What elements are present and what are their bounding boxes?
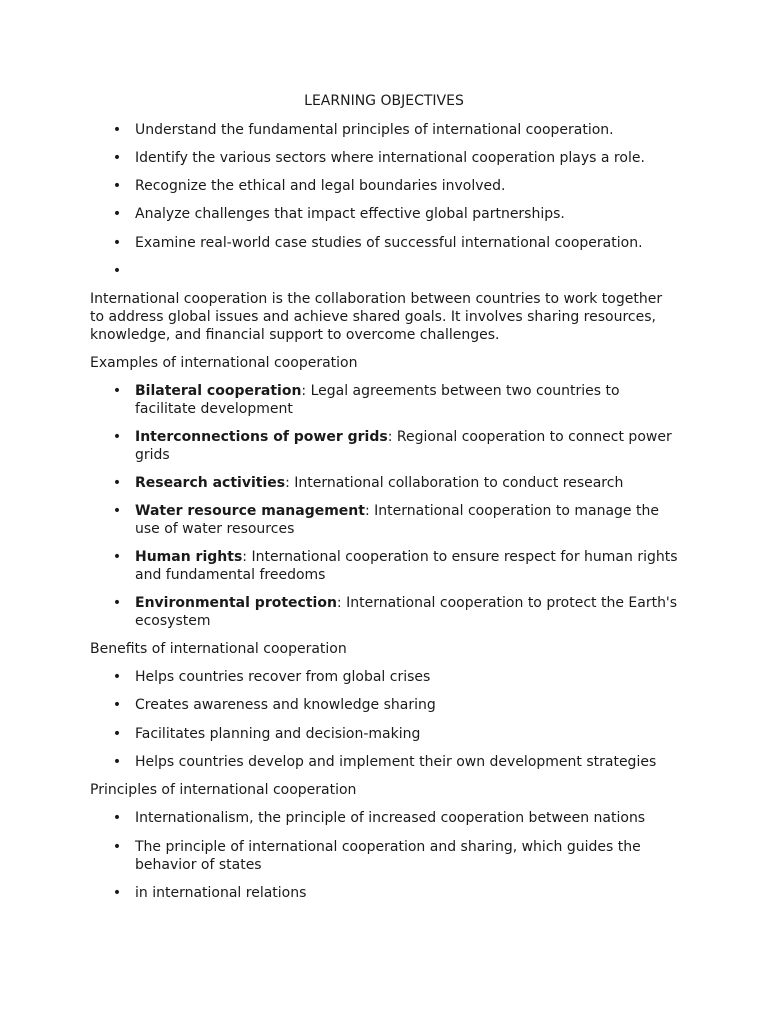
objective-text: Understand the fundamental principles of international cooperation. [135, 122, 614, 138]
example-text [135, 382, 680, 418]
bullet-icon: • [112, 178, 122, 194]
bullet-icon: • [112, 122, 122, 138]
bullet-icon: • [112, 263, 122, 279]
example-desc: : Regional cooperation to connect power grids [135, 429, 672, 463]
example-text [135, 502, 680, 538]
bullet-icon: • [112, 839, 122, 855]
principle-text: in international relations [135, 885, 307, 901]
example-desc: : International cooperation to protect the Earth's ecosystem [135, 595, 678, 629]
bullet-icon: • [112, 150, 122, 166]
benefits-heading: Benefits of international cooperation [90, 641, 347, 657]
principle-text: The principle of international cooperation and sharing, which guides the behavior of states [135, 839, 641, 873]
bullet-icon: • [112, 595, 122, 611]
objective-text: Recognize the ethical and legal boundaries involved. [135, 178, 506, 194]
example-desc: : International cooperation to ensure respect for human rights and fundamental freedoms [135, 549, 678, 583]
example-text [135, 428, 680, 464]
example-term: Water resource management [135, 503, 365, 519]
benefit-text: Creates awareness and knowledge sharing [135, 697, 436, 713]
objective-text: Analyze challenges that impact effective global partnerships. [135, 206, 565, 222]
objective-text: Examine real-world case studies of successful international cooperation. [135, 235, 643, 251]
example-desc: : Legal agreements between two countries to facilitate development [135, 383, 620, 417]
benefit-text: Facilitates planning and decision-making [135, 726, 421, 742]
bullet-icon: • [112, 726, 122, 742]
bullet-icon: • [112, 475, 122, 491]
bullet-icon: • [112, 206, 122, 222]
bullet-icon: • [112, 383, 122, 399]
example-desc: : International cooperation to manage the use of water resources [135, 503, 659, 537]
benefit-text: Helps countries recover from global crises [135, 669, 431, 685]
principle-text: Internationalism, the principle of increased cooperation between nations [135, 810, 646, 826]
objective-text: Identify the various sectors where international cooperation plays a role. [135, 150, 645, 166]
page-title: LEARNING OBJECTIVES [304, 93, 464, 109]
example-term: Human rights [135, 549, 243, 565]
examples-heading: Examples of international cooperation [90, 355, 358, 371]
bullet-icon: • [112, 235, 122, 251]
principles-heading: Principles of international cooperation [90, 782, 357, 798]
bullet-icon: • [112, 503, 122, 519]
example-term: Bilateral cooperation [135, 383, 302, 399]
example-desc: : International collaboration to conduct research [285, 475, 624, 491]
bullet-icon: • [112, 669, 122, 685]
example-term: Research activities [135, 475, 286, 491]
bullet-icon: • [112, 549, 122, 565]
example-term: Interconnections of power grids [135, 429, 388, 445]
example-text [135, 474, 680, 492]
bullet-icon: • [112, 697, 122, 713]
example-text [135, 548, 680, 584]
bullet-icon: • [112, 885, 122, 901]
bullet-icon: • [112, 429, 122, 445]
bullet-icon: • [112, 754, 122, 770]
example-term: Environmental protection [135, 595, 337, 611]
benefit-text: Helps countries develop and implement their own development strategies [135, 754, 657, 770]
example-text [135, 594, 680, 630]
intro-paragraph: International cooperation is the collaboration between countries to work together to address global issues and achieve shared goals. It involves sharing resources, knowledge, and financial support to overcome challenges. [90, 291, 663, 343]
bullet-icon: • [112, 810, 122, 826]
